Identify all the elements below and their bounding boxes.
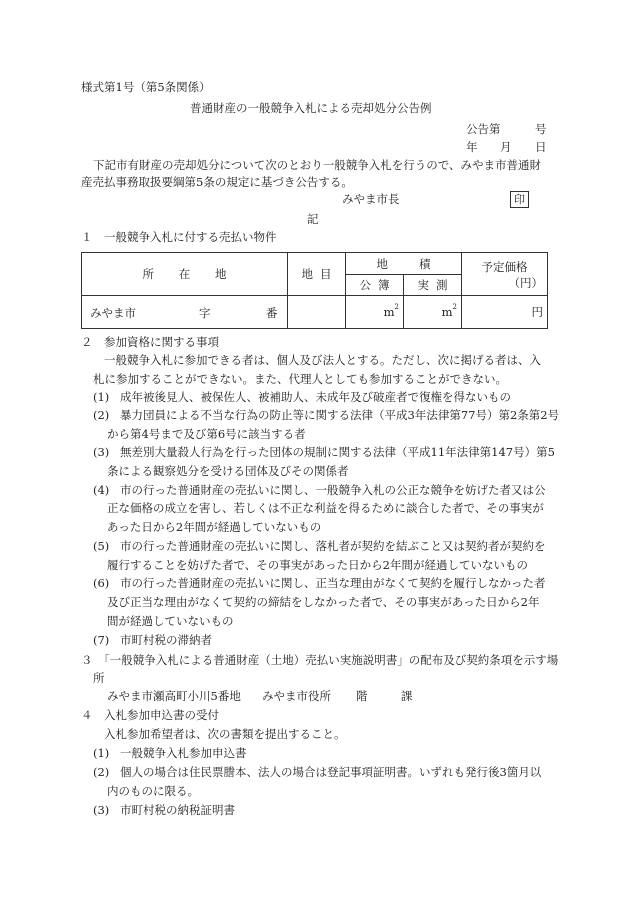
list-item: 暴力団員による不当な行為の防止等に関する法律（平成3年法律第77号）第2条第2号: [120, 408, 560, 422]
list-item: 無差別大量殺人行為を行った団体の規制に関する法律（平成11年法律第147号）第5: [120, 445, 555, 459]
item-number: (5): [93, 539, 110, 553]
list-item: 市の行った普通財産の売払いに関し、一般競争入札の公正な競争を妨げた者又は公: [120, 483, 546, 497]
cell-location: みやま市 字 番: [82, 296, 288, 329]
list-item: 市の行った普通財産の売払いに関し、正当な理由がなくて契約を履行しなかった者: [120, 576, 546, 590]
list-item-cont: 正な価格の成立を害し、若しくは不正な利益を得るために談合した者で、その事実が: [107, 501, 544, 515]
header-price: 予定価格 （円）: [462, 253, 548, 296]
list-item-cont: 間が経過していないもの: [107, 614, 234, 628]
signatory: みやま市長: [342, 192, 400, 206]
list-item: 市町村税の滞納者: [120, 633, 212, 647]
list-item: 市の行った普通財産の売払いに関し、落札者が契約を結ぶこと又は契約者が契約を: [120, 539, 546, 553]
floor-label: 階: [356, 689, 368, 703]
section3-heading-line-2: 所: [93, 671, 105, 685]
header-actual: 実 測: [404, 275, 462, 296]
ki-label: 記: [307, 212, 319, 226]
date-day: 日: [535, 140, 547, 154]
header-area: 地 積: [346, 253, 462, 275]
item-number: (4): [93, 483, 110, 497]
date-month: 月: [500, 140, 512, 154]
cell-land-category: [288, 296, 346, 329]
item-number: (3): [93, 803, 110, 817]
property-table: [81, 252, 548, 329]
header-location: 所 在 地: [82, 253, 288, 296]
section2-body-line-1: 一般競争入札に参加できる者は、個人及び法人とする。ただし、次に掲げる者は、入: [104, 353, 541, 367]
item-number: (3): [93, 445, 110, 459]
list-item: 成年被後見人、被保佐人、被補助人、未成年及び破産者で復権を得ないもの: [120, 390, 511, 404]
section2-body-line-2: 札に参加することができない。また、代理人としても参加することができない。: [93, 372, 507, 386]
section4-body: 入札参加希望者は、次の書類を提出すること。: [104, 727, 346, 741]
cell-registry-area: $m^2$: [346, 296, 404, 329]
notice-number-prefix: 公告第: [466, 122, 501, 136]
list-item: 一般競争入札参加申込書: [120, 746, 247, 760]
item-number: (1): [93, 390, 110, 404]
seal-box: 印: [510, 191, 529, 208]
address: みやま市瀬高町小川5番地: [107, 689, 241, 703]
cell-price: 円: [462, 296, 548, 329]
section2-heading: ２ 参加資格に関する事項: [81, 335, 219, 349]
list-item: 個人の場合は住民票謄本、法人の場合は登記事項証明書。いずれも発行後3箇月以: [120, 765, 542, 779]
item-number: (2): [93, 765, 110, 779]
section4-heading: ４ 入札参加申込書の受付: [81, 708, 219, 722]
notice-number-suffix: 号: [535, 122, 547, 136]
list-item-cont: 履行することを妨げた者で、その事実があった日から2年間が経過していないもの: [107, 558, 528, 572]
header-land-category: 地 目: [288, 253, 346, 296]
item-number: (7): [93, 633, 110, 647]
list-item-cont: 条による観察処分を受ける団体及びその関係者: [107, 464, 349, 478]
division-label: 課: [401, 689, 413, 703]
item-number: (1): [93, 746, 110, 760]
list-item-cont: 内のものに限る。: [107, 784, 199, 798]
list-item-cont: 及び正当な理由がなくて契約の締結をしなかった者で、その事実があった日から2年: [107, 595, 540, 609]
page-title: 普通財産の一般競争入札による売却処分公告例: [190, 101, 432, 115]
intro-line-2: 産売払事務取扱要綱第5条の規定に基づき公告する。: [81, 175, 353, 189]
cell-actual-area: $m^2$: [404, 296, 462, 329]
list-item-cont: あった日から2年間が経過していないもの: [107, 520, 322, 534]
list-item-cont: から第4号まで及び第6号に該当する者: [107, 427, 306, 441]
section1-heading: １ 一般競争入札に付する売払い物件: [81, 230, 277, 244]
date-year: 年: [466, 140, 478, 154]
office-name: みやま市役所: [262, 689, 331, 703]
item-number: (6): [93, 576, 110, 590]
form-label: 様式第1号（第5条関係）: [81, 80, 211, 94]
list-item: 市町村税の納税証明書: [120, 803, 235, 817]
item-number: (2): [93, 408, 110, 422]
header-registry: 公 簿: [346, 275, 404, 296]
section3-heading-line-1: ３ 「一般競争入札による普通財産（土地）売払い実施説明書」の配布及び契約条項を示す場: [81, 653, 559, 667]
intro-line-1: 下記市有財産の売却処分について次のとおり一般競争入札を行うので、みやま市普通財: [93, 158, 542, 172]
